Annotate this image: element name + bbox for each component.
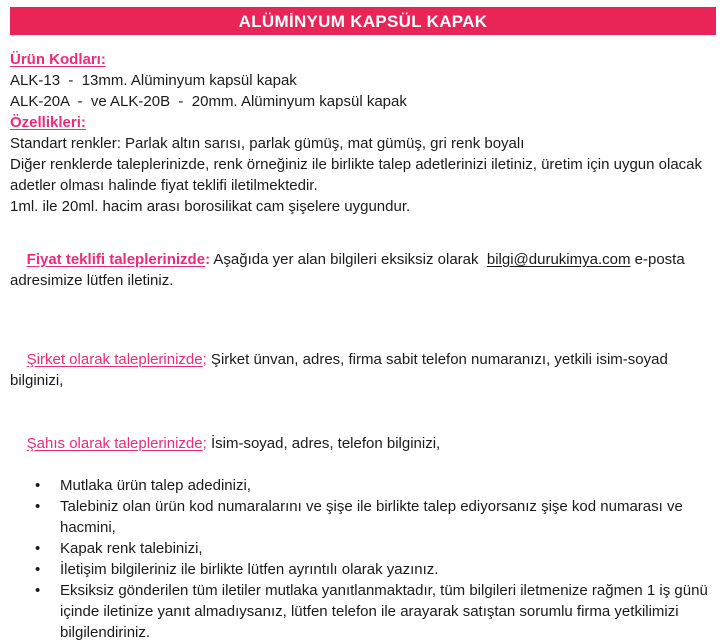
- quote-request-label: Fiyat teklifi taleplerinizde:: [26, 251, 211, 268]
- quote-request-paragraph: [10, 228, 716, 312]
- section-heading-product-codes: Ürün Kodları:: [10, 51, 106, 68]
- company-request-line: Şirket olarak taleplerinizde; Şirket ünvan, adres, firma sabit telefon numaranızı, yetkili isim-soyad bilginizi,: [10, 351, 672, 389]
- company-request-label: Şirket olarak taleplerinizde;: [26, 351, 207, 368]
- quote-request-text-before: Aşağıda yer alan bilgileri eksiksiz olarak: [210, 251, 487, 268]
- product-code-line: ALK-13 - 13mm. Alüminyum kapsül kapak: [10, 72, 297, 89]
- section-heading-features: Özellikleri:: [10, 114, 86, 131]
- email-link[interactable]: bilgi@durukimya.com: [486, 251, 631, 268]
- page-title-bar: [10, 7, 716, 35]
- feature-line: Diğer renklerde taleplerinizde, renk örneğiniz ile birlikte talep adetlerinizi iletiniz, üretim için uygun olacak adetler olması halinde fiyat teklifi iletilmektedir.: [10, 156, 707, 194]
- page-title: ALÜMİNYUM KAPSÜL KAPAK: [238, 11, 488, 31]
- product-code-line: ALK-20A - ve ALK-20B - 20mm. Alüminyum kapsül kapak: [10, 93, 407, 110]
- list-item: • Mutlaka ürün talep adedinizi,: [10, 475, 716, 496]
- list-item: • Eksiksiz gönderilen tüm iletiler mutlaka yanıtlanmaktadır, tüm bilgileri iletmenize rağmen 1 iş günü içinde iletinize yanıt almadıysanız, lütfen telefon ile arayarak satıştan sorumlu firma yetkilimizi bilgilendiriniz.: [10, 580, 716, 643]
- personal-request-label: Şahıs olarak taleplerinizde;: [26, 435, 207, 452]
- feature-line: Standart renkler: Parlak altın sarısı, parlak gümüş, mat gümüş, gri renk boyalı: [10, 135, 525, 152]
- feature-line: 1ml. ile 20ml. hacim arası borosilikat cam şişelere uygundur.: [10, 198, 411, 215]
- list-item: • Kapak renk talebinizi,: [10, 538, 716, 559]
- list-item: • İletişim bilgileriniz ile birlikte lütfen ayrıntılı olarak yazınız.: [10, 559, 716, 580]
- document-body: [0, 49, 726, 643]
- list-item: • Talebiniz olan ürün kod numaralarını ve şişe ile birlikte talep ediyorsanız şişe kod numarası ve hacmini,: [10, 496, 716, 538]
- personal-request-line: Şahıs olarak taleplerinizde; İsim-soyad, adres, telefon bilginizi,: [26, 435, 441, 452]
- quote-request-text-after: e-posta adresimize lütfen iletiniz.: [10, 251, 689, 289]
- request-checklist: [10, 475, 716, 643]
